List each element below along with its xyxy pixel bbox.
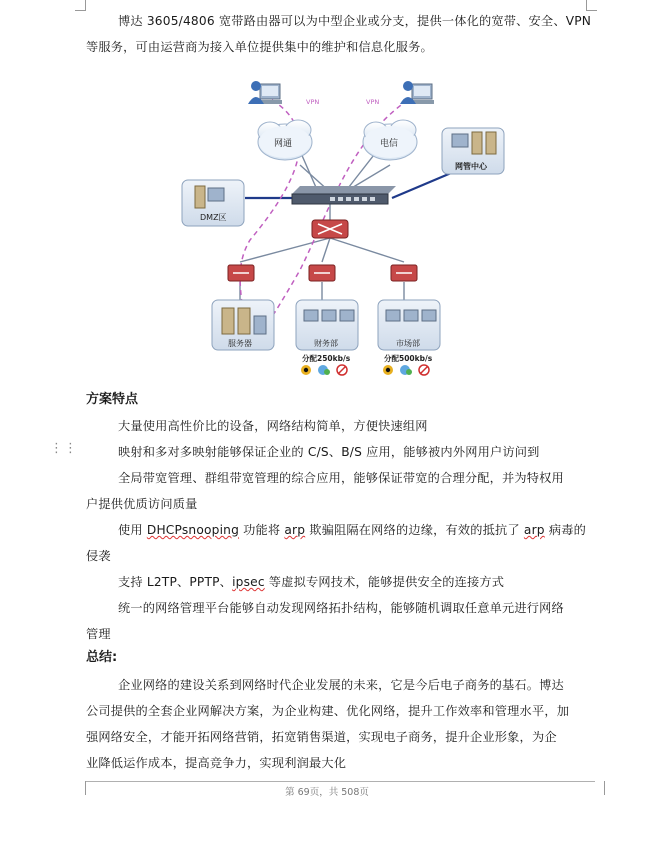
feature-item-3-line-1: 全局带宽管理、群组带宽管理的综合应用，能够保证带宽的合理分配，并为特权用: [118, 471, 564, 485]
term-arp-2: arp: [523, 523, 545, 537]
remote-user-icon: [248, 81, 282, 104]
feature-item-6-line-1: 统一的网络管理平台能够自动发现网络拓扑结构，能够随机调取任意单元进行网络: [118, 601, 564, 615]
mgmt-center-box: [442, 128, 504, 174]
feature-item-4-line-1: [118, 517, 586, 543]
mgmt-center-label: 网管中心: [455, 162, 487, 171]
summary-line-4: 业降低运作成本，提高竞争力，实现利润最大化: [86, 756, 347, 770]
network-diagram: [0, 70, 654, 390]
drag-handle-icon[interactable]: ⋮⋮: [50, 441, 78, 456]
alloc-finance-label: 分配250kb/s: [302, 354, 351, 363]
term-ipsec: ipsec: [232, 575, 265, 589]
footer-divider: [85, 781, 595, 782]
access-switch-icon: [391, 265, 417, 281]
alloc-market-label: 分配500kb/s: [384, 354, 433, 363]
summary-line-3: 强网络安全，才能开拓网络营销，拓宽销售渠道，实现电子商务，提升企业形象，为企: [86, 730, 557, 744]
core-router-icon: [292, 186, 396, 204]
feature-item-5-suffix: 等虚拟专网技术，能够提供安全的连接方式: [264, 575, 505, 589]
dmz-box: [182, 180, 244, 226]
remote-user-icon: [400, 81, 434, 104]
feature-item-3-line-2: 户提供优质访问质量: [86, 497, 198, 511]
term-arp: arp: [284, 523, 306, 537]
feature-item-4-line-2: 侵袭: [86, 549, 111, 563]
im-app-icons-market: [383, 365, 429, 375]
core-switch-icon: [312, 220, 348, 238]
cloud-wangtong-label: 网通: [274, 139, 293, 149]
page-number: 第 69页，共 508页: [285, 787, 369, 798]
feature-item-4-middle: 功能将: [239, 523, 285, 537]
feature-item-4-middle-2: 欺骗阻隔在网络的边缘，有效的抵抗了: [305, 523, 524, 537]
servers-box: [212, 300, 274, 350]
feature-item-4-prefix: 使用: [118, 523, 147, 537]
intro-line-1: 博达 3605/4806 宽带路由器可以为中型企业或分支，提供一体化的宽带、安全、VPN: [118, 14, 592, 28]
feature-item-2: 映射和多对多映射能够保证企业的 C/S、B/S 应用，能够被内外网用户访问到: [118, 445, 540, 459]
finance-label: 财务部: [314, 339, 338, 348]
vpn-label-left: VPN: [306, 98, 320, 106]
vpn-label-right: VPN: [366, 98, 380, 106]
feature-item-4-suffix: 病毒的: [544, 523, 586, 537]
intro-line-2: 等服务，可由运营商为接入单位提供集中的维护和信息化服务。: [86, 40, 433, 54]
im-app-icons-finance: [301, 365, 347, 375]
servers-label: 服务器: [228, 339, 252, 348]
finance-box: [296, 300, 358, 350]
access-switch-icon: [228, 265, 254, 281]
feature-item-6-line-2: 管理: [86, 627, 111, 641]
feature-item-5-prefix: 支持 L2TP、PPTP、: [118, 575, 233, 589]
summary-line-1: 企业网络的建设关系到网络时代企业发展的未来，它是今后电子商务的基石。博达: [118, 678, 564, 692]
market-label: 市场部: [396, 339, 420, 348]
summary-heading: 总结:: [86, 650, 118, 665]
cloud-dianxin: [363, 120, 417, 160]
cloud-wangtong: [258, 120, 312, 160]
dmz-label: DMZ区: [200, 213, 227, 222]
features-heading: 方案特点: [86, 392, 139, 407]
page-corner-top-left: [75, 0, 86, 11]
access-switch-icon: [309, 265, 335, 281]
cloud-dianxin-label: 电信: [380, 139, 399, 149]
summary-line-2: 公司提供的全套企业网解决方案，为企业构建、优化网络，提升工作效率和管理水平，加: [86, 704, 570, 718]
term-dhcpsnooping: DHCPsnooping: [146, 523, 240, 537]
market-box: [378, 300, 440, 350]
feature-item-1: 大量使用高性价比的设备，网络结构简单，方便快速组网: [118, 419, 428, 433]
feature-item-5: [118, 569, 504, 595]
